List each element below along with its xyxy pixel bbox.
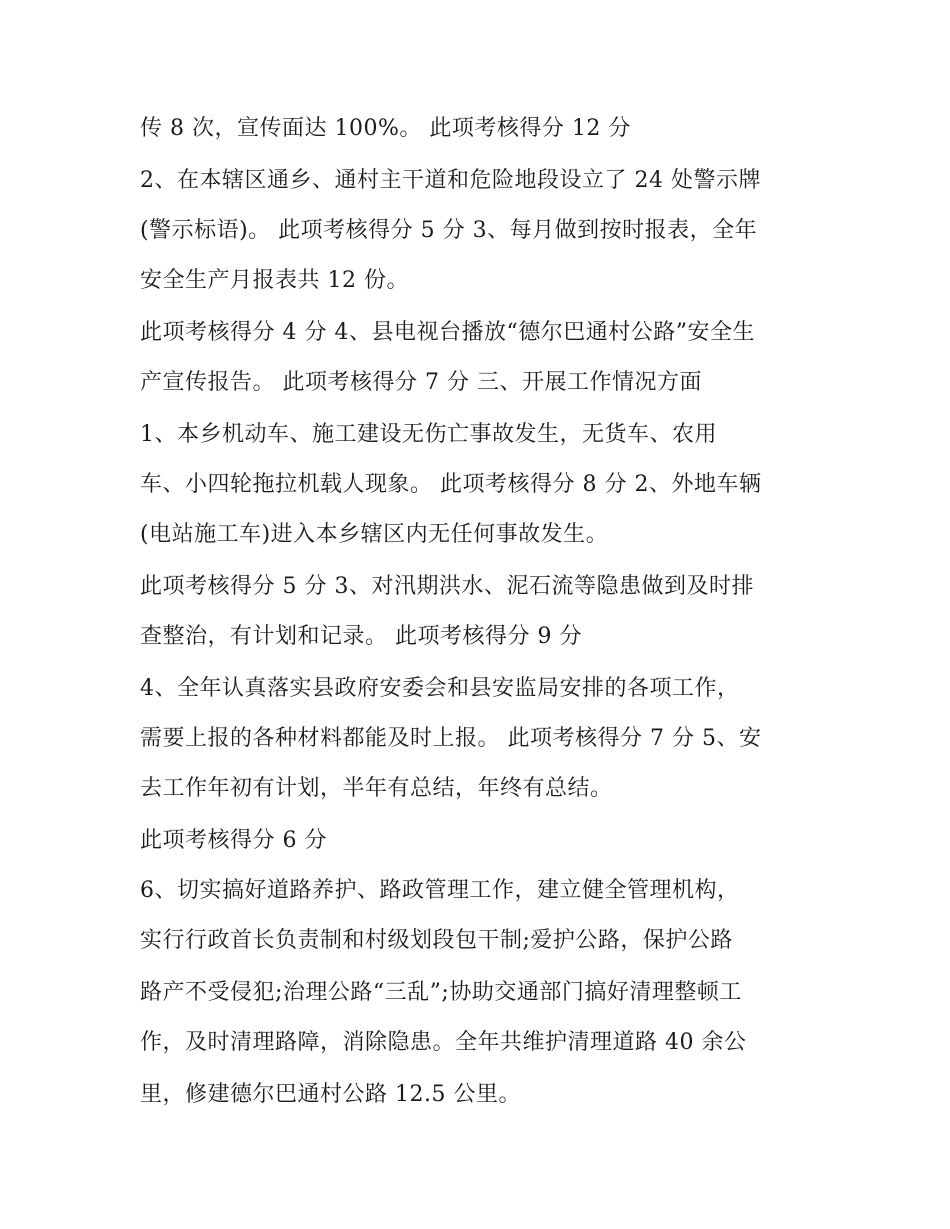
text-line: 路产不受侵犯;治理公路“三乱”;协助交通部门搞好清理整顿工 — [140, 980, 742, 1005]
text-line: 里，修建德尔巴通村公路 12.5 公里。 — [140, 1082, 521, 1107]
text-line: 去工作年初有计划，半年有总结，年终有总结。 — [140, 776, 613, 801]
text-line: 1、本乡机动车、施工建设无伤亡事故发生，无货车、农用 — [140, 422, 717, 447]
text-line: 安全生产月报表共 12 份。 — [140, 268, 409, 293]
text-line: 传 8 次，宣传面达 100%。 此项考核得分 12 分 — [140, 116, 631, 141]
text-line: 4、全年认真落实县政府安委会和县安监局安排的各项工作， — [140, 676, 740, 701]
text-line: 作，及时清理路障，消除隐患。全年共维护清理道路 40 余公 — [140, 1030, 747, 1055]
text-line: 此项考核得分 4 分 4、县电视台播放“德尔巴通村公路”安全生 — [140, 320, 755, 345]
text-line: (电站施工车)进入本乡辖区内无任何事故发生。 — [140, 522, 609, 547]
text-line: 实行行政首长负责制和村级划段包干制;爱护公路，保护公路 — [140, 928, 733, 953]
text-line: 需要上报的各种材料都能及时上报。 此项考核得分 7 分 5、安 — [140, 726, 762, 751]
text-line: 车、小四轮拖拉机载人现象。 此项考核得分 8 分 2、外地车辆 — [140, 472, 762, 497]
text-line: 2、在本辖区通乡、通村主干道和危险地段设立了 24 处警示牌 — [140, 168, 761, 193]
text-line: 产宣传报告。 此项考核得分 7 分 三、开展工作情况方面 — [140, 370, 702, 395]
text-line: 此项考核得分 5 分 3、对汛期洪水、泥石流等隐患做到及时排 — [140, 574, 754, 599]
text-line: 此项考核得分 6 分 — [140, 828, 327, 853]
text-line: (警示标语)。 此项考核得分 5 分 3、每月做到按时报表，全年 — [140, 218, 758, 243]
text-line: 6、切实搞好道路养护、路政管理工作，建立健全管理机构， — [140, 878, 740, 903]
text-line: 查整治，有计划和记录。 此项考核得分 9 分 — [140, 624, 582, 649]
